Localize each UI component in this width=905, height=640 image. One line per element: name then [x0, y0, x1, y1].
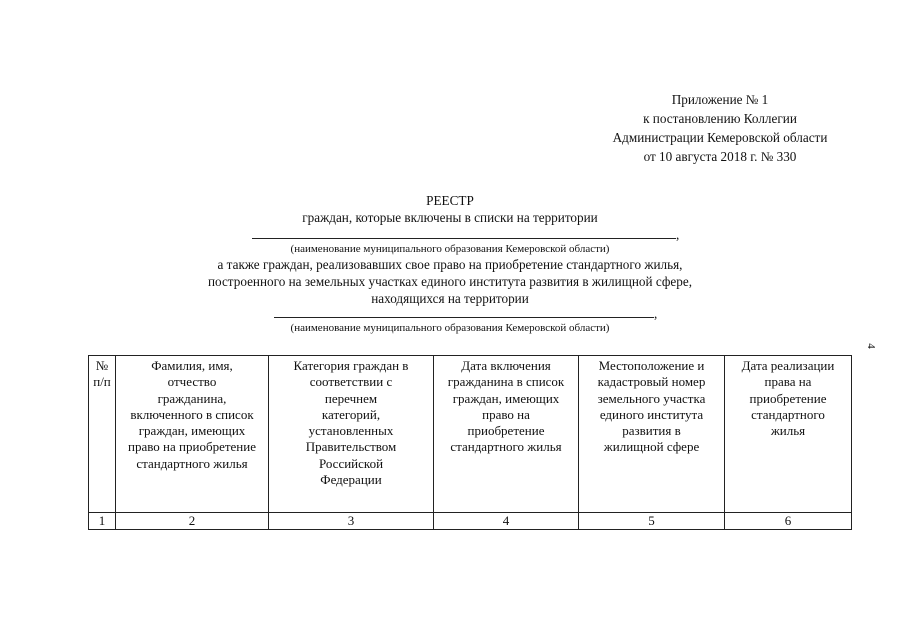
column-header-line: кадастровый номер: [597, 374, 706, 390]
registry-description-line-3: находящихся на территории: [371, 291, 529, 306]
fill-in-line: [252, 238, 676, 239]
column-header-line: отчество: [167, 374, 217, 390]
column-number-6: 6: [725, 513, 852, 530]
column-header-line: соответствии с: [309, 374, 393, 390]
column-header-line: Местоположение и: [598, 358, 705, 373]
column-number-3: 3: [269, 513, 434, 530]
column-header-5: [579, 356, 725, 513]
registry-description-line-1: а также граждан, реализовавших свое право на приобретение стандартного жилья,: [217, 257, 683, 272]
column-number-1: 1: [89, 513, 116, 530]
column-header-line: право на приобретение: [128, 439, 256, 455]
column-header-2: [116, 356, 269, 513]
column-header-line: перечнем: [324, 390, 378, 406]
blank-comma: ,: [676, 227, 680, 242]
blank-comma: ,: [654, 306, 658, 321]
column-header-line: стандартного жилья: [450, 439, 562, 455]
column-header-line: приобретение: [467, 423, 545, 439]
column-header-line: Федерации: [320, 472, 382, 488]
registry-subtitle-line: граждан, которые включены в списки на территории: [302, 210, 598, 225]
appendix-date-line: от 10 августа 2018 г. № 330: [643, 149, 797, 164]
column-header-line: жилищной сфере: [603, 439, 700, 455]
column-header-line: включенного в список: [130, 406, 254, 422]
column-header-line: Российской: [318, 455, 384, 471]
column-header-line: гражданина в список: [447, 374, 565, 390]
municipality-caption-2: (наименование муниципального образования Кемеровской области): [290, 322, 610, 334]
column-header-line: п/п: [93, 374, 111, 390]
column-header-line: стандартного жилья: [136, 455, 248, 471]
municipality-blank-1: [160, 226, 740, 242]
appendix-resolution-line: к постановлению Коллегии: [643, 111, 797, 126]
column-header-1: [89, 356, 116, 513]
column-header-line: №: [95, 358, 109, 373]
column-header-line: Дата включения: [461, 358, 551, 373]
column-header-line: развития в: [622, 423, 681, 439]
column-header-line: приобретение: [749, 390, 827, 406]
table-header-row: [89, 356, 852, 513]
column-header-line: установленных: [308, 423, 394, 439]
column-header-3: [269, 356, 434, 513]
appendix-block: [560, 90, 880, 166]
column-header-line: права на: [764, 374, 812, 390]
column-header-line: категорий,: [321, 406, 381, 422]
municipality-caption-1: (наименование муниципального образования Кемеровской области): [290, 243, 610, 255]
registry-description-line-2: построенного на земельных участках единого института развития в жилищной сфере,: [207, 274, 693, 289]
column-number-2: 2: [116, 513, 269, 530]
registry-table: [88, 355, 852, 530]
column-header-line: граждан, имеющих: [138, 423, 246, 439]
column-header-line: стандартного: [751, 406, 825, 422]
fill-in-line: [274, 317, 654, 318]
column-header-line: Дата реализации: [741, 358, 835, 373]
column-number-4: 4: [434, 513, 579, 530]
column-header-4: [434, 356, 579, 513]
column-header-line: право на: [482, 406, 530, 422]
registry-header: [160, 192, 740, 335]
appendix-administration-line: Администрации Кемеровской области: [612, 130, 828, 145]
column-header-line: Категория граждан в: [293, 358, 409, 373]
column-header-line: Фамилия, имя,: [151, 358, 233, 373]
column-header-6: [725, 356, 852, 513]
column-header-line: гражданина,: [157, 390, 227, 406]
column-header-line: граждан, имеющих: [452, 390, 560, 406]
column-header-line: жилья: [770, 423, 806, 439]
column-header-line: единого института: [599, 406, 704, 422]
table-number-row: [89, 513, 852, 530]
column-number-5: 5: [579, 513, 725, 530]
column-header-line: Правительством: [305, 439, 397, 455]
column-header-line: земельного участка: [597, 390, 706, 406]
registry-title: РЕЕСТР: [426, 193, 474, 208]
page-number: 4: [864, 343, 877, 349]
appendix-title: Приложение № 1: [671, 92, 769, 107]
municipality-blank-2: [160, 307, 740, 321]
